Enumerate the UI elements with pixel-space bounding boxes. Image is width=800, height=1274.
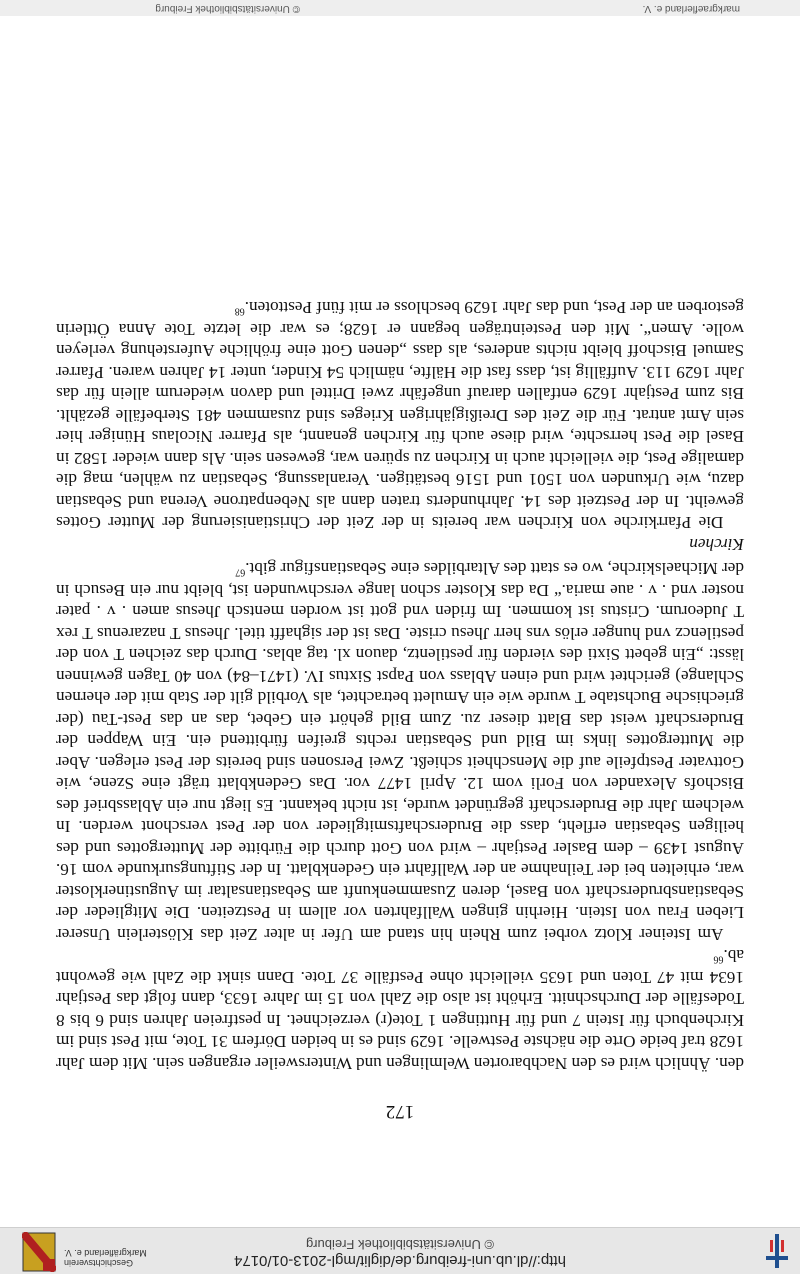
society-name <box>64 1248 184 1268</box>
paragraph-text: den. Ähnlich wird es den Nachbarorten Welmlingen und Wintersweiler ergangen sein. Mit dem Jahr 1628 traf beide Orte die nächste Pestwelle. 1629 sind es in beiden Dörfern 31 Tote, mit Pest sind im Kirchenbuch für Istein 7 und für Huttingen 1 Tote(r) verzeichnet. In pestfreien Jahren sind 6 bis 8 Todesfälle der Durchschnitt. Erhöht ist also die Zahl von 15 im Jahre 1633, dann folgt das Pestjahr 1634 mit 47 Toten und 1635 vielleicht ohne Pestfälle 37 Tote. Dann sinkt die Zahl wie gewohnt ab. <box>56 946 744 1073</box>
viewer-footer <box>0 0 800 16</box>
paragraph <box>56 558 744 945</box>
footnote-marker: 67 <box>235 567 246 579</box>
paragraph <box>56 945 744 1074</box>
paragraph-text: Am Isteiner Klotz vorbei zum Rhein hin stand am Ufer in alter Zeit das Klösterlein Unserer Lieben Frau von Istein. Hierhin gingen Wallfahrten vor allem in Pestzeiten. Die Mitglieder der Sebastiansbruderschaft von Basel, deren Zusammenkunft am Sebastiansaltar im Augustinerkloster war, erhielten bei der Teilnahme an der Wallfahrt ein Gedenkblatt. In der Stiftungsurkunde vom 16. August 1439 – dem Basler Pestjahr – wird von Gott durch die Fürbitte der Muttergottes und des heiligen Sebastian erfleht, dass die Bruderschaftsmitglieder von der Pest verschont werden. In welchem Jahr die Bruderschaft gegründet wurde, ist nicht bekannt. Es liegt nur ein Ablassbrief des Bischofs Alexander von Forli vom 12. April 1477 vor. Das Gedenkblatt trägt eine Szene, wie Gottvater Pestpfeile auf die Menschheit schießt. Zwei Personen sind bereits der Pest erlegen. Aber die Muttergottes links im Bild und Sebastian rechts greifen fürbittend ein. Ein Wappen der Bruderschaft weist das Blatt dieser zu. Zum Bild gehört ein Gebet, das an das Pest-Tau (der griechische Buchstabe T wurde wie ein Amulett betrachtet, als Vorbild gilt der Stab mit der ehernen Schlange) gerichtet wird und einen Ablass von Papst Sixtus IV. (1471–84) von 40 Tagen gewinnen lässt: „Ein gebett Sixti des vierden für pestilentz, dauon xl. tag ablas. Durch das zeichen T von der pestilencz vnd hunger erlös vns herr Jhesu criste. Das ist der sighafft titel. Jhesus T nazarenus T rex T Judeorum. Cristus ist kommen. Im friden vnd gott ist worden mentsch Jhesus amen . v . pater noster vnd . v . aue maria.“ Da das Kloster schon lange verschwunden ist, bleibt nur ein Besuch in der Michaelskirche, wo es statt des Altarbildes eine Sebastiansfigur gibt. <box>56 559 744 944</box>
paragraph-text: Die Pfarrkirche von Kirchen war bereits in der Zeit der Christianisierung der Mutter Gottes geweiht. In der Pestzeit des 14. Jahrhunderts traten dann als Nebenpatrone Verena und Sebastian dazu, wie Urkunden von 1501 und 1516 bestätigen. Veranlassung, Sebastian zu wählen, mag die damalige Pest, die vielleicht auch in Kirchen zu spüren war, gewesen sein. Als dann wieder 1582 in Basel die Pest herrschte, wird diese auch für Kirchen genannt, als Pfarrer Nicolaus Hüniger hier sein Amt antrat. Für die Zeit des Dreißigjährigen Krieges sind zusammen 481 Sterbefälle gezählt. Bis zum Pestjahr 1629 entfallen darauf ungefähr zwei Drittel und davon wiederum allein für das Jahr 1629 113. Auffällig ist, dass fast die Hälfte, nämlich 54 Kinder, unter 14 Jahren waren. Pfarrer Samuel Bischoff bleibt nichts anderes, als dass „denen Gott eine fröhliche Auferstehung verleyen wolle. Amen“. Mit den Pesteinträgen begann er 1628; es war die letzte Tote Anna Öttlerin gestorben an der Pest, und das Jahr 1629 beschloss er mit fünf Pesttoten. <box>56 298 744 533</box>
document-url[interactable]: http://dl.ub.uni-freiburg.de/diglit/mgl-2013-01/0174 <box>234 1252 566 1269</box>
viewer-header <box>0 1227 800 1274</box>
university-logo-icon <box>762 1232 792 1270</box>
viewer-title <box>200 1236 600 1268</box>
society-crest-icon <box>22 1232 56 1272</box>
section-heading: Kirchen <box>689 535 744 554</box>
society-line-1: Geschichtsverein <box>64 1258 134 1268</box>
society-line-2: Markgräflerland e. V. <box>64 1248 147 1258</box>
page-body <box>56 297 744 1074</box>
footnote-marker: 68 <box>234 306 245 318</box>
paragraph <box>56 297 744 534</box>
footer-society: markgraeflerland e. V. <box>642 3 740 14</box>
library-credit: © Universitätsbibliothek Freiburg <box>305 1237 495 1252</box>
footer-library: © Universitätsbibliothek Freiburg <box>155 3 300 14</box>
page-number: 172 <box>385 1101 415 1122</box>
footnote-marker: 66 <box>713 954 724 966</box>
